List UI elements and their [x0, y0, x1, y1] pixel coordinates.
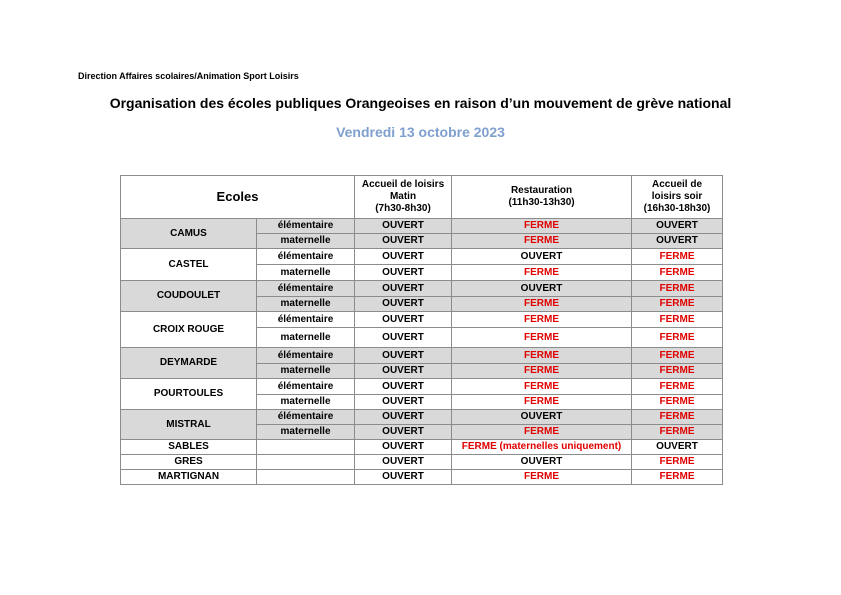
school-level: élémentaire	[257, 312, 355, 328]
status-restauration: FERME (maternelles uniquement)	[452, 440, 632, 455]
school-name: GRES	[121, 455, 257, 470]
status-matin: OUVERT	[355, 455, 452, 470]
table-body	[121, 219, 723, 485]
header-accueil-matin	[355, 176, 452, 219]
school-level: élémentaire	[257, 219, 355, 234]
status-matin: OUVERT	[355, 265, 452, 281]
school-level: maternelle	[257, 395, 355, 410]
school-level	[257, 440, 355, 455]
header-soir-line3: (16h30-18h30)	[643, 203, 711, 214]
school-level	[257, 470, 355, 485]
table-row	[121, 440, 723, 455]
status-matin: OUVERT	[355, 234, 452, 249]
status-restauration: FERME	[452, 297, 632, 312]
status-restauration: FERME	[452, 425, 632, 440]
status-restauration: FERME	[452, 328, 632, 348]
status-matin: OUVERT	[355, 249, 452, 265]
header-ecoles: Ecoles	[121, 176, 355, 219]
status-soir: FERME	[632, 281, 723, 297]
status-restauration: OUVERT	[452, 281, 632, 297]
school-name: MISTRAL	[121, 410, 257, 440]
status-matin: OUVERT	[355, 440, 452, 455]
page-date: Vendredi 13 octobre 2023	[336, 124, 505, 140]
page-title: Organisation des écoles publiques Orangeoises en raison d’un mouvement de grève national	[109, 95, 732, 111]
status-restauration: OUVERT	[452, 455, 632, 470]
header-soir-line2: loisirs soir	[651, 191, 703, 202]
status-soir: OUVERT	[632, 234, 723, 249]
status-matin: OUVERT	[355, 348, 452, 364]
school-level: élémentaire	[257, 348, 355, 364]
schedule-table	[120, 175, 723, 485]
status-matin: OUVERT	[355, 281, 452, 297]
status-soir: FERME	[632, 348, 723, 364]
school-level: maternelle	[257, 265, 355, 281]
status-restauration: OUVERT	[452, 410, 632, 425]
school-level: maternelle	[257, 328, 355, 348]
school-level: maternelle	[257, 364, 355, 379]
header-restauration	[452, 176, 632, 219]
school-name: POURTOULES	[121, 379, 257, 410]
school-name: COUDOULET	[121, 281, 257, 312]
table-header-row	[121, 176, 723, 219]
status-restauration: FERME	[452, 312, 632, 328]
status-restauration: FERME	[452, 364, 632, 379]
status-soir: FERME	[632, 364, 723, 379]
header-matin-line2: Matin	[389, 191, 417, 202]
status-soir: FERME	[632, 379, 723, 395]
status-restauration: FERME	[452, 395, 632, 410]
status-soir: FERME	[632, 395, 723, 410]
table-row	[121, 219, 723, 234]
header-resto-line1: Restauration	[510, 185, 573, 196]
status-soir: OUVERT	[632, 440, 723, 455]
table-row	[121, 379, 723, 395]
status-restauration: FERME	[452, 219, 632, 234]
table-row	[121, 281, 723, 297]
status-restauration: FERME	[452, 348, 632, 364]
table-row	[121, 455, 723, 470]
status-restauration: FERME	[452, 265, 632, 281]
status-restauration: FERME	[452, 379, 632, 395]
table-row	[121, 410, 723, 425]
status-soir: FERME	[632, 470, 723, 485]
status-matin: OUVERT	[355, 410, 452, 425]
table-row	[121, 348, 723, 364]
school-name: CASTEL	[121, 249, 257, 281]
table-row	[121, 249, 723, 265]
department-label: Direction Affaires scolaires/Animation Sport Loisirs	[78, 71, 299, 81]
status-restauration: OUVERT	[452, 249, 632, 265]
status-matin: OUVERT	[355, 379, 452, 395]
header-matin-line1: Accueil de loisirs	[361, 179, 445, 190]
status-soir: FERME	[632, 455, 723, 470]
table-row	[121, 312, 723, 328]
school-name: MARTIGNAN	[121, 470, 257, 485]
status-soir: FERME	[632, 265, 723, 281]
status-matin: OUVERT	[355, 470, 452, 485]
school-level	[257, 455, 355, 470]
header-soir-line1: Accueil de	[652, 179, 703, 190]
status-matin: OUVERT	[355, 312, 452, 328]
status-restauration: FERME	[452, 234, 632, 249]
header-accueil-soir	[632, 176, 723, 219]
status-soir: FERME	[632, 312, 723, 328]
school-name: CROIX ROUGE	[121, 312, 257, 348]
status-matin: OUVERT	[355, 297, 452, 312]
status-matin: OUVERT	[355, 364, 452, 379]
status-soir: FERME	[632, 328, 723, 348]
school-level: élémentaire	[257, 379, 355, 395]
status-restauration: FERME	[452, 470, 632, 485]
status-matin: OUVERT	[355, 328, 452, 348]
header-resto-line2: (11h30-13h30)	[508, 197, 575, 208]
status-matin: OUVERT	[355, 425, 452, 440]
status-soir: FERME	[632, 425, 723, 440]
status-matin: OUVERT	[355, 395, 452, 410]
school-level: élémentaire	[257, 281, 355, 297]
status-soir: FERME	[632, 249, 723, 265]
school-level: maternelle	[257, 425, 355, 440]
school-name: SABLES	[121, 440, 257, 455]
school-level: maternelle	[257, 234, 355, 249]
status-soir: OUVERT	[632, 219, 723, 234]
school-name: CAMUS	[121, 219, 257, 249]
header-matin-line3: (7h30-8h30)	[375, 203, 431, 214]
table-row	[121, 470, 723, 485]
school-level: élémentaire	[257, 249, 355, 265]
school-level: élémentaire	[257, 410, 355, 425]
status-soir: FERME	[632, 410, 723, 425]
school-level: maternelle	[257, 297, 355, 312]
status-matin: OUVERT	[355, 219, 452, 234]
school-name: DEYMARDE	[121, 348, 257, 379]
status-soir: FERME	[632, 297, 723, 312]
